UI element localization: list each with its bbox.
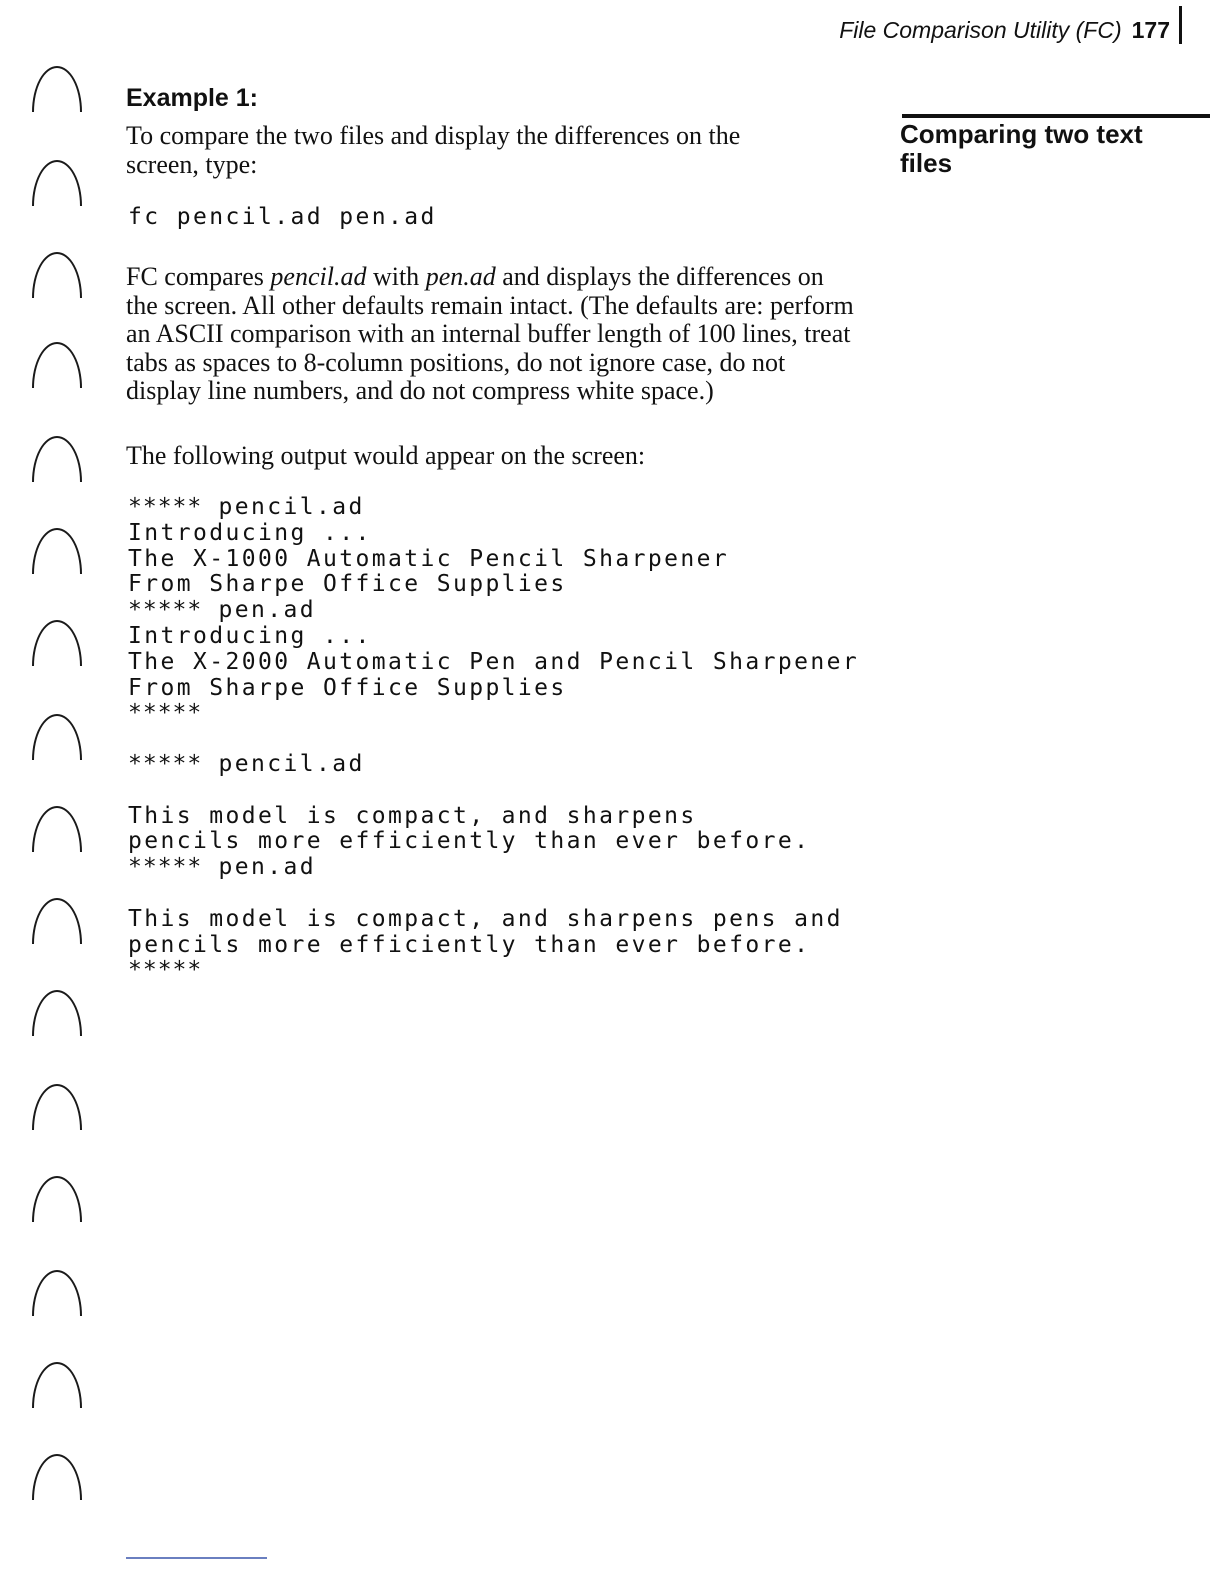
stars-marker: ***** (128, 700, 203, 727)
output-file-header (128, 752, 843, 778)
binder-hole (32, 806, 82, 852)
binder-hole (32, 252, 82, 298)
stars-marker: ***** (128, 597, 203, 624)
output-filename: pencil.ad (202, 751, 365, 777)
binder-hole (32, 342, 82, 388)
binder-hole (32, 1084, 82, 1130)
output-filename: pen.ad (202, 597, 316, 624)
explanation-text: with (366, 262, 426, 291)
output-line: pencils more efficiently than ever before. (128, 828, 811, 855)
binder-hole (32, 528, 82, 574)
output-block-1 (128, 495, 859, 727)
explanation-text: and displays the differences on the screen. All other defaults remain intact. (The defaults are: perform an ASCII comparison with an internal buffer length of 100 lines, treat tabs as spaces to 8-column positions, do not ignore case, do not display line numbers, and do not compress white space.) (126, 262, 854, 405)
sidebar-title: Comparing two text files (900, 119, 1143, 178)
output-filename: pencil.ad (202, 494, 365, 520)
filename-pen: pen.ad (425, 262, 496, 291)
output-line: Introducing ... (128, 519, 372, 546)
binder-hole (32, 1176, 82, 1222)
footer-rule (126, 1557, 267, 1559)
binder-hole (32, 714, 82, 760)
running-head-title: File Comparison Utility (FC) (839, 16, 1122, 43)
output-file-header (128, 495, 859, 521)
stars-marker: ***** (128, 751, 203, 777)
output-file-header (128, 598, 859, 624)
stars-marker: ***** (128, 494, 203, 520)
output-line: pencils more efficiently than ever before. (128, 931, 811, 958)
blank-line (128, 881, 843, 907)
binder-hole (32, 66, 82, 112)
page-number: 177 (1131, 16, 1170, 43)
filename-pencil: pencil.ad (270, 262, 367, 291)
output-line: The X-2000 Automatic Pen and Pencil Sharpener (128, 648, 860, 675)
output-file-header (128, 855, 843, 881)
binder-hole (32, 898, 82, 944)
output-line: Introducing ... (128, 622, 372, 649)
output-line: From Sharpe Office Supplies (128, 674, 567, 701)
header-rule (1179, 6, 1182, 44)
example-heading: Example 1: (126, 84, 259, 112)
binder-hole (32, 436, 82, 482)
blank-line (128, 778, 843, 804)
binder-hole (32, 160, 82, 206)
running-head (839, 16, 1170, 44)
explanation-text: FC compares (126, 262, 271, 291)
intro-paragraph: To compare the two files and display the differences on the screen, type: (126, 121, 741, 179)
binder-hole (32, 990, 82, 1036)
sidebar-rule (902, 114, 1210, 118)
output-block-2 (128, 752, 843, 984)
output-line: From Sharpe Office Supplies (128, 571, 567, 598)
binder-hole (32, 1362, 82, 1408)
stars-marker: ***** (128, 957, 203, 984)
binder-hole (32, 1270, 82, 1316)
command-line: fc pencil.ad pen.ad (128, 204, 437, 230)
binder-hole (32, 1454, 82, 1500)
output-line: This model is compact, and sharpens pens and (128, 905, 843, 932)
explanation-paragraph (126, 263, 856, 406)
output-line: This model is compact, and sharpens (128, 802, 697, 829)
output-intro: The following output would appear on the screen: (126, 441, 646, 470)
stars-marker: ***** (128, 854, 203, 881)
output-line: The X-1000 Automatic Pencil Sharpener (128, 545, 730, 572)
output-filename: pen.ad (202, 854, 316, 881)
binder-hole (32, 620, 82, 666)
